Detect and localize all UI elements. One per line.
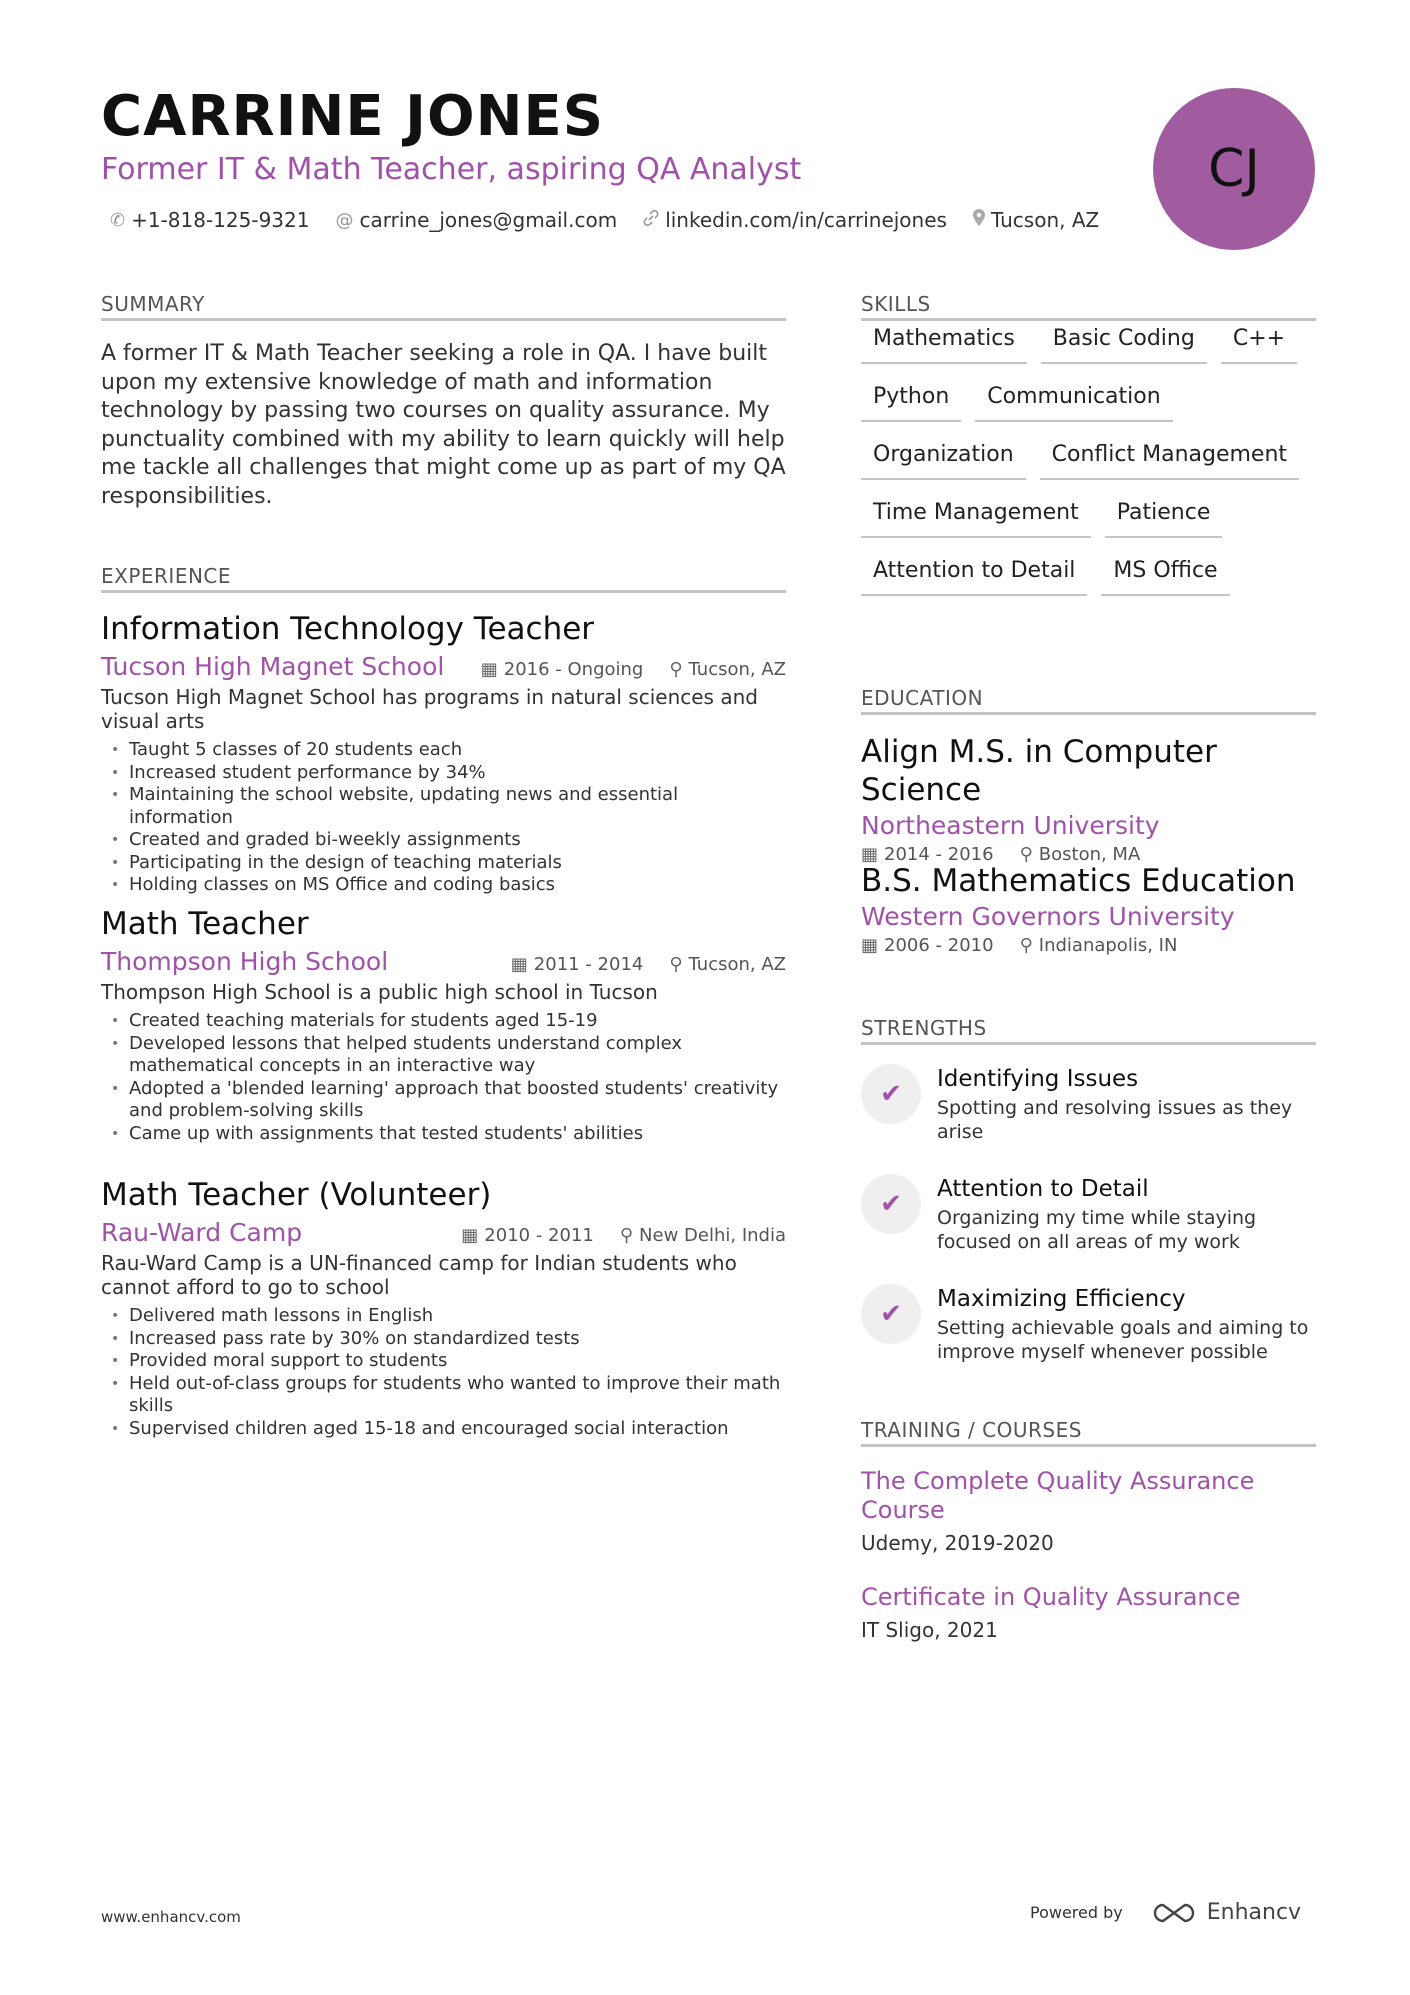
summary-text: A former IT & Math Teacher seeking a role in QA. I have built upon my extensive knowledge of math and information technology by passing two courses on quality assurance. My punctuality combined with my ability to learn quickly will help me tackle all challenges that might come up as part of my QA responsibilities. (101, 341, 786, 509)
job-location: ⚲ Tucson, AZ (669, 659, 786, 680)
job-company: Thompson High School (101, 947, 389, 976)
footer-website-link[interactable]: www.enhancv.com (101, 1908, 241, 1926)
job-entry (101, 905, 786, 1145)
contact-email-text: carrine_jones@gmail.com (359, 208, 618, 232)
course-entry (861, 1467, 1301, 1555)
job-location: ⚲ New Delhi, India (619, 1225, 786, 1246)
section-divider (101, 318, 786, 321)
calendar-icon: ▦ (861, 935, 879, 956)
job-title: Information Technology Teacher (101, 611, 595, 647)
list-item: • Created and graded bi-weekly assignments (129, 829, 786, 852)
strength-description: Organizing my time while staying focused on all areas of my work (937, 1207, 1257, 1253)
job-bullets (101, 739, 786, 897)
strength-item (861, 1284, 1331, 1364)
strength-item (861, 1064, 1331, 1144)
section-heading-summary: SUMMARY (101, 292, 205, 316)
brand-logo[interactable] (1151, 1900, 1301, 1925)
contact-location (973, 208, 1099, 232)
job-location: ⚲ Tucson, AZ (669, 954, 786, 975)
strength-description: Setting achievable goals and aiming to improve myself whenever possible (937, 1317, 1309, 1363)
location-pin-icon: ⚲ (669, 659, 683, 680)
skill-tag: Basic Coding (1041, 320, 1207, 364)
avatar (1153, 88, 1315, 250)
job-company: Tucson High Magnet School (101, 652, 445, 681)
skill-tag: Python (861, 378, 961, 422)
contact-bar (110, 208, 1099, 232)
contact-linkedin-text: linkedin.com/in/carrinejones (665, 208, 947, 232)
course-entry (861, 1583, 1301, 1642)
checkmark-icon: ✔ (861, 1174, 921, 1234)
section-heading-education: EDUCATION (861, 686, 984, 710)
job-description: Tucson High Magnet School has programs in natural sciences and visual arts (101, 685, 758, 733)
checkmark-icon: ✔ (861, 1284, 921, 1344)
at-icon: @ (335, 209, 354, 231)
course-provider: Udemy, 2019-2020 (861, 1531, 1054, 1555)
job-entry (101, 610, 786, 897)
candidate-name: CARRINE JONES (101, 84, 605, 149)
contact-linkedin[interactable] (643, 208, 947, 232)
course-provider: IT Sligo, 2021 (861, 1618, 998, 1642)
edu-dates: ▦ 2006 - 2010 (861, 935, 994, 956)
job-bullets (101, 1305, 786, 1440)
calendar-icon: ▦ (510, 954, 528, 975)
edu-degree: B.S. Mathematics Education (861, 863, 1296, 899)
course-title: Certificate in Quality Assurance (861, 1583, 1241, 1611)
section-heading-strengths: STRENGTHS (861, 1016, 987, 1040)
powered-by-label: Powered by (1030, 1903, 1123, 1922)
link-icon (643, 210, 659, 231)
list-item: • Maintaining the school website, updating news and essential information (129, 784, 786, 829)
section-heading-training: TRAINING / COURSES (861, 1418, 1082, 1442)
location-pin-icon: ⚲ (619, 1225, 634, 1246)
edu-school: Western Governors University (861, 902, 1235, 931)
location-pin-icon: ⚲ (1019, 935, 1033, 956)
strength-title: Attention to Detail (937, 1176, 1149, 1202)
section-heading-experience: EXPERIENCE (101, 564, 232, 588)
edu-location: ⚲ Boston, MA (1019, 844, 1141, 865)
list-item: • Came up with assignments that tested students' abilities (129, 1123, 786, 1146)
section-divider (101, 590, 786, 593)
calendar-icon: ▦ (861, 844, 879, 865)
job-bullets (101, 1010, 786, 1145)
job-entry (101, 1176, 786, 1440)
skill-tag: Mathematics (861, 320, 1027, 364)
list-item: • Taught 5 classes of 20 students each (129, 739, 786, 762)
section-divider (861, 1444, 1316, 1447)
location-pin-icon: ⚲ (669, 954, 683, 975)
contact-phone-text: +1-818-125-9321 (131, 208, 310, 232)
job-dates: ▦ 2016 - Ongoing (480, 659, 644, 680)
list-item: • Adopted a 'blended learning' approach that boosted students' creativity and problem-solving skills (129, 1078, 786, 1123)
strength-title: Maximizing Efficiency (937, 1286, 1186, 1312)
location-pin-icon (973, 209, 985, 231)
skill-tag: Organization (861, 436, 1026, 480)
job-title: Math Teacher (101, 906, 309, 942)
location-pin-icon: ⚲ (1019, 844, 1033, 865)
list-item: • Developed lessons that helped students understand complex mathematical concepts in an interactive way (129, 1033, 786, 1078)
skill-tag: C++ (1221, 320, 1297, 364)
skill-tag: MS Office (1101, 552, 1229, 596)
education-entry (861, 862, 1321, 956)
phone-icon: ✆ (110, 209, 126, 231)
strength-item (861, 1174, 1331, 1254)
edu-school: Northeastern University (861, 811, 1160, 840)
enhancv-logo-icon (1151, 1901, 1197, 1925)
education-entry (861, 733, 1321, 865)
calendar-icon: ▦ (461, 1225, 479, 1246)
section-divider (861, 1042, 1316, 1045)
list-item: • Created teaching materials for students aged 15-19 (129, 1010, 786, 1033)
edu-dates: ▦ 2014 - 2016 (861, 844, 994, 865)
skill-tag: Communication (975, 378, 1172, 422)
calendar-icon: ▦ (480, 659, 498, 680)
contact-phone[interactable] (110, 208, 309, 232)
job-description: Thompson High School is a public high school in Tucson (101, 980, 658, 1004)
list-item: • Increased student performance by 34% (129, 762, 786, 785)
skill-tag: Attention to Detail (861, 552, 1087, 596)
list-item: • Provided moral support to students (129, 1350, 786, 1373)
avatar-initials: CJ (1208, 139, 1260, 199)
section-heading-skills: SKILLS (861, 292, 931, 316)
candidate-headline: Former IT & Math Teacher, aspiring QA Analyst (101, 152, 802, 187)
list-item: • Holding classes on MS Office and coding basics (129, 874, 786, 897)
brand-name: Enhancv (1206, 1900, 1302, 1925)
footer-branding (1030, 1900, 1301, 1925)
job-description: Rau-Ward Camp is a UN-financed camp for Indian students who cannot afford to go to school (101, 1251, 737, 1299)
skills-list (861, 320, 1331, 596)
job-dates: ▦ 2011 - 2014 (510, 954, 644, 975)
contact-location-text: Tucson, AZ (990, 208, 1100, 232)
edu-location: ⚲ Indianapolis, IN (1019, 935, 1178, 956)
strength-title: Identifying Issues (937, 1066, 1139, 1092)
list-item: • Delivered math lessons in English (129, 1305, 786, 1328)
skill-tag: Time Management (861, 494, 1091, 538)
list-item: • Held out-of-class groups for students who wanted to improve their math skills (129, 1373, 786, 1418)
job-company: Rau-Ward Camp (101, 1218, 303, 1247)
list-item: • Participating in the design of teaching materials (129, 852, 786, 875)
checkmark-icon: ✔ (861, 1064, 921, 1124)
job-title: Math Teacher (Volunteer) (101, 1177, 492, 1213)
course-title: The Complete Quality Assurance Course (861, 1467, 1255, 1524)
strength-description: Spotting and resolving issues as they arise (937, 1097, 1293, 1143)
contact-email[interactable] (335, 208, 617, 232)
list-item: • Increased pass rate by 30% on standardized tests (129, 1328, 786, 1351)
section-divider (861, 712, 1316, 715)
list-item: • Supervised children aged 15-18 and encouraged social interaction (129, 1418, 786, 1441)
edu-degree: Align M.S. in Computer Science (861, 734, 1217, 808)
skill-tag: Conflict Management (1040, 436, 1299, 480)
skill-tag: Patience (1105, 494, 1223, 538)
job-dates: ▦ 2010 - 2011 (461, 1225, 594, 1246)
